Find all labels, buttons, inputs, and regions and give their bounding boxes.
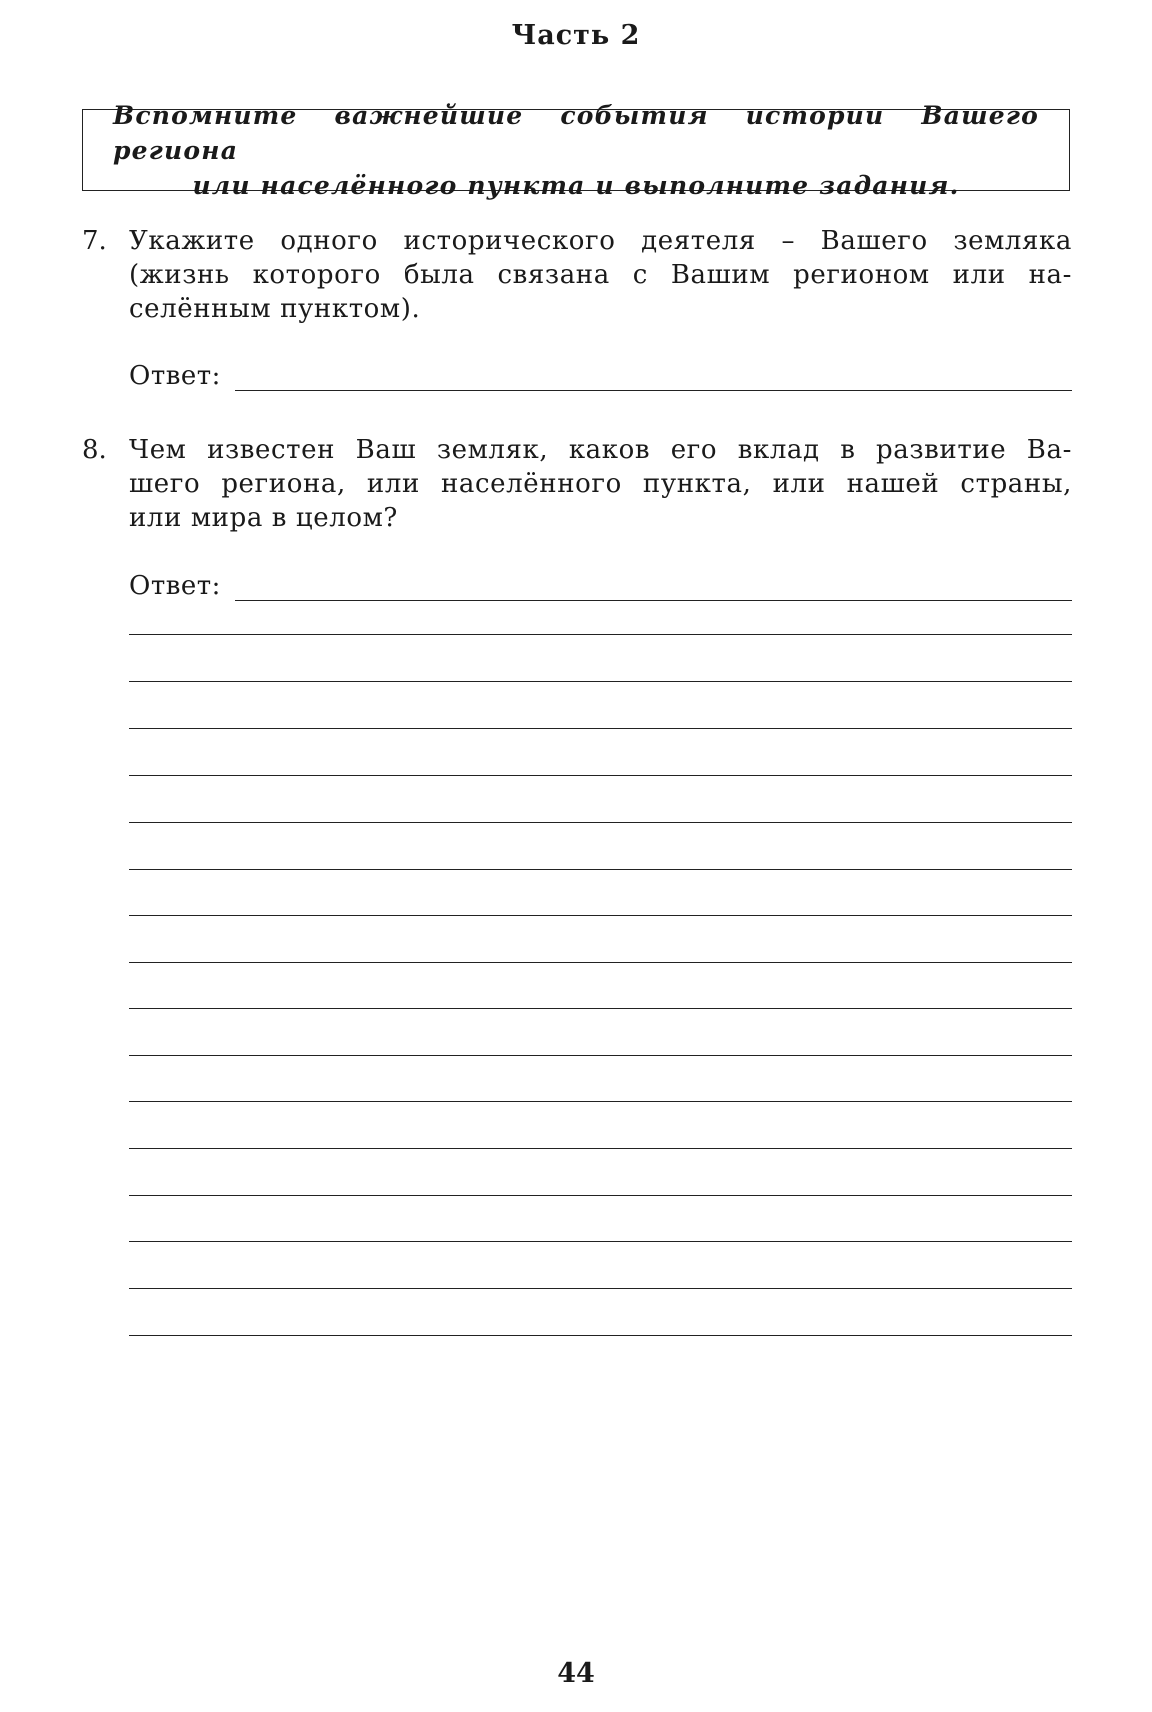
question-8-line-2: шего региона, или населённого пункта, или нашей страны, (129, 469, 1072, 499)
question-7-answer-label: Ответ: (129, 361, 221, 391)
question-7-text (129, 224, 1072, 326)
writing-line[interactable] (129, 869, 1072, 870)
writing-line[interactable] (129, 822, 1072, 823)
instruction-line-1: Вспомните важнейшие события истории Вашего региона (113, 100, 1039, 165)
question-7-line-1: Укажите одного исторического деятеля – Вашего земляка (129, 226, 1072, 256)
instruction-box (82, 100, 1070, 200)
writing-line[interactable] (129, 634, 1072, 635)
question-7-answer[interactable] (129, 357, 1072, 393)
question-8-answer-line[interactable] (235, 600, 1072, 601)
question-8-line-1: Чем известен Ваш земляк, каков его вклад в развитие Ва- (129, 435, 1072, 465)
writing-line[interactable] (129, 1148, 1072, 1149)
question-7-line-3: селённым пунктом). (129, 294, 421, 324)
question-8-answer[interactable] (129, 567, 1072, 603)
question-7-number: 7. (82, 226, 107, 256)
writing-line[interactable] (129, 915, 1072, 916)
page-number: 44 (557, 1658, 595, 1689)
question-8-number: 8. (82, 435, 107, 465)
instruction-line-2: или населённого пункта и выполните задания. (192, 170, 960, 200)
question-7-line-2: (жизнь которого была связана с Вашим регионом или на- (129, 260, 1072, 290)
question-8-line-3: или мира в целом? (129, 503, 398, 533)
writing-line[interactable] (129, 1288, 1072, 1289)
writing-line[interactable] (129, 1101, 1072, 1102)
writing-line[interactable] (129, 1195, 1072, 1196)
question-8-text (129, 433, 1072, 535)
writing-line[interactable] (129, 962, 1072, 963)
writing-line[interactable] (129, 1008, 1072, 1009)
writing-line[interactable] (129, 1241, 1072, 1242)
writing-line[interactable] (129, 775, 1072, 776)
writing-line[interactable] (129, 681, 1072, 682)
writing-line[interactable] (129, 1335, 1072, 1336)
part-title: Часть 2 (511, 20, 641, 51)
question-8-answer-label: Ответ: (129, 571, 221, 601)
question-7-answer-line[interactable] (235, 390, 1072, 391)
writing-line[interactable] (129, 1055, 1072, 1056)
writing-line[interactable] (129, 728, 1072, 729)
